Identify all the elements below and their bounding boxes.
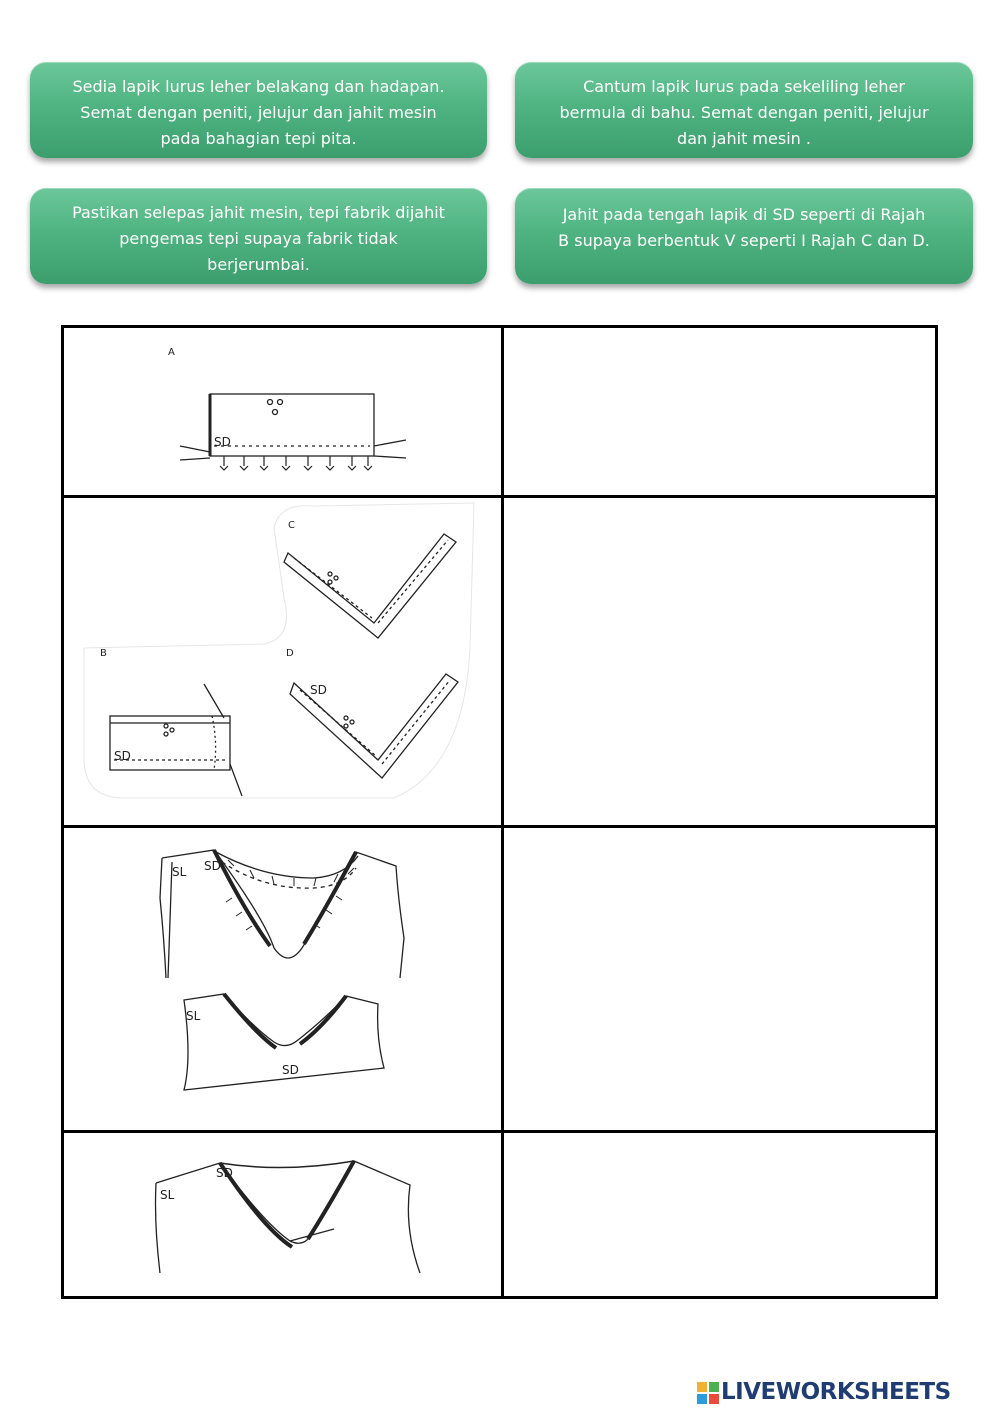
label-sl-finished: SL bbox=[186, 1009, 201, 1023]
card-3-line-2: pengemas tepi supaya fabrik tidak bbox=[119, 229, 398, 248]
card-2-line-3: dan jahit mesin . bbox=[677, 129, 811, 148]
table-row-2 bbox=[64, 495, 935, 825]
label-sd-pinned: SD bbox=[204, 859, 221, 873]
figure-cell-4 bbox=[64, 1133, 501, 1296]
label-sd-finished: SD bbox=[282, 1063, 299, 1077]
instruction-card-2[interactable] bbox=[515, 62, 973, 158]
label-sd-b: SD bbox=[114, 749, 131, 763]
instruction-card-4[interactable] bbox=[515, 188, 973, 284]
answer-drop-zone-3[interactable] bbox=[501, 828, 935, 1130]
label-a: A bbox=[168, 347, 175, 358]
figure-cell-1 bbox=[64, 328, 501, 495]
table-row-3 bbox=[64, 825, 935, 1130]
card-1-line-2: Semat dengan peniti, jelujur dan jahit mesin bbox=[80, 103, 437, 122]
card-1-line-1: Sedia lapik lurus leher belakang dan hadapan. bbox=[72, 77, 445, 96]
label-d: D bbox=[286, 648, 294, 659]
answer-drop-zone-2[interactable] bbox=[501, 498, 935, 825]
table-row-4 bbox=[64, 1130, 935, 1296]
liveworksheets-logo bbox=[697, 1378, 997, 1408]
label-sd-a: SD bbox=[214, 435, 231, 449]
instruction-card-1[interactable] bbox=[30, 62, 487, 158]
instruction-card-3[interactable] bbox=[30, 188, 487, 284]
card-4-line-2: B supaya berbentuk V seperti I Rajah C dan D. bbox=[558, 231, 930, 250]
label-sl-pinned: SL bbox=[172, 865, 187, 879]
liveworksheets-icon bbox=[697, 1382, 719, 1404]
answer-drop-zone-1[interactable] bbox=[501, 328, 935, 495]
brand-name: LIVEWORKSHEETS bbox=[721, 1379, 951, 1405]
card-2-line-2: bermula di bahu. Semat dengan peniti, jelujur bbox=[559, 103, 929, 122]
card-2-line-1: Cantum lapik lurus pada sekeliling leher bbox=[583, 77, 905, 96]
card-3-line-3: berjerumbai. bbox=[207, 255, 310, 274]
card-3-line-1: Pastikan selepas jahit mesin, tepi fabrik dijahit bbox=[72, 203, 445, 222]
label-sd-final: SD bbox=[216, 1166, 233, 1180]
answer-drop-zone-4[interactable] bbox=[501, 1133, 935, 1296]
label-b: B bbox=[100, 648, 107, 659]
table-row-1 bbox=[64, 328, 935, 495]
bodice-pinned-sketch bbox=[64, 828, 501, 1130]
card-1-line-3: pada bahagian tepi pita. bbox=[160, 129, 357, 148]
figure-cell-3 bbox=[64, 828, 501, 1130]
bodice-final-sketch bbox=[64, 1133, 501, 1296]
label-sd-d: SD bbox=[310, 683, 327, 697]
figure-cell-2 bbox=[64, 498, 501, 825]
figures-bcd-sketch bbox=[64, 498, 501, 825]
label-sl-final: SL bbox=[160, 1188, 175, 1202]
card-4-line-1: Jahit pada tengah lapik di SD seperti di Rajah bbox=[562, 205, 926, 224]
matching-table bbox=[61, 325, 938, 1299]
label-c: C bbox=[288, 520, 295, 531]
figure-a-sketch bbox=[64, 328, 501, 495]
